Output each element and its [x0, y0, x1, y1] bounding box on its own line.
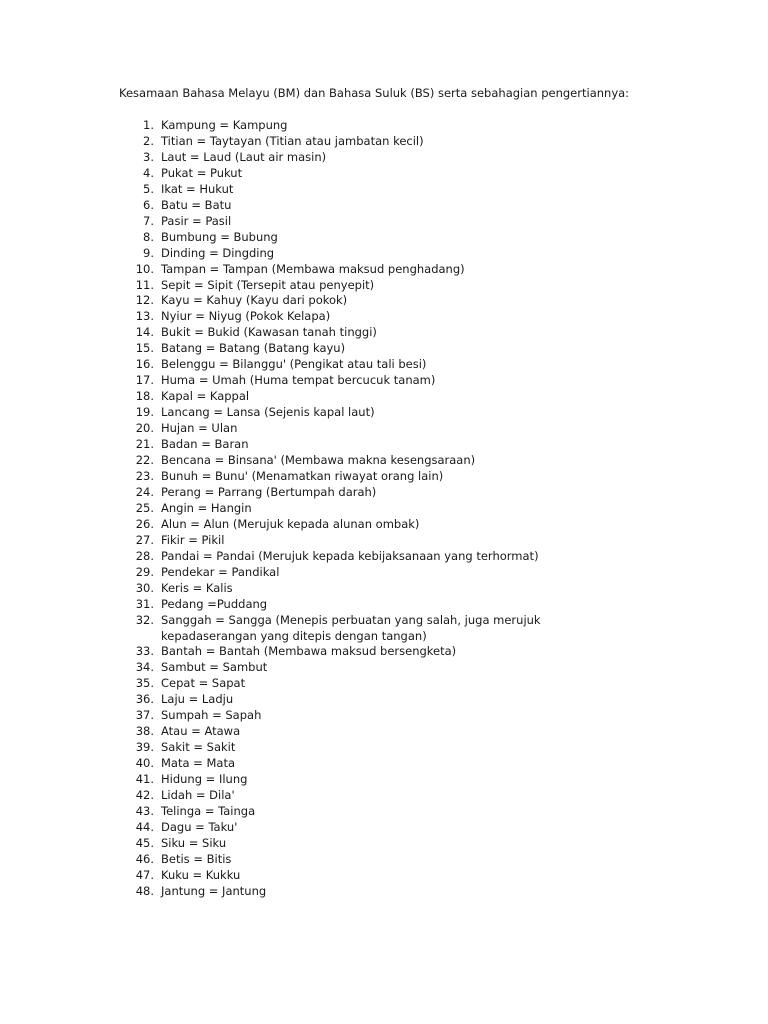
list-item-number: 36.: [135, 692, 154, 707]
list-item-text: Laut = Laud (Laut air masin): [161, 149, 327, 164]
list-item-number: 5.: [143, 181, 154, 196]
list-item-number: 47.: [135, 867, 154, 882]
list-item-text: Belenggu = Bilanggu' (Pengikat atau tali besi): [161, 357, 427, 372]
list-item-number: 8.: [143, 229, 154, 244]
list-item-number: 9.: [143, 245, 154, 260]
list-item-number: 41.: [135, 772, 154, 787]
list-item-number: 45.: [135, 835, 154, 850]
list-item-number: 33.: [135, 644, 154, 659]
list-item: [119, 740, 639, 756]
list-item-text: Bunuh = Bunu' (Menamatkan riwayat orang lain): [161, 468, 444, 483]
list-item-number: 35.: [135, 676, 154, 691]
list-item: [119, 118, 639, 134]
list-item-text: Tampan = Tampan (Membawa maksud penghadang): [161, 261, 465, 276]
list-item: [119, 708, 639, 724]
list-item-text: Siku = Siku: [161, 835, 227, 850]
list-item-text: Pandai = Pandai (Merujuk kepada kebijaksanaan yang terhormat): [161, 548, 539, 563]
document-intro: Kesamaan Bahasa Melayu (BM) dan Bahasa Suluk (BS) serta sebahagian pengertiannya:: [119, 86, 630, 100]
list-item: [119, 692, 639, 708]
list-item-number: 1.: [143, 118, 154, 132]
list-item-number: 29.: [135, 564, 154, 579]
list-item-number: 43.: [135, 803, 154, 818]
list-item-text: Sanggah = Sangga (Menepis perbuatan yang salah, juga merujuk kepadaserangan yang ditepis dengan tangan): [161, 612, 541, 643]
list-item-text: Fikir = Pikil: [161, 532, 225, 547]
list-item: [119, 389, 639, 405]
list-item: [119, 469, 639, 485]
list-item-text: Laju = Ladju: [161, 692, 234, 707]
list-item-number: 21.: [135, 437, 154, 452]
list-item: [119, 565, 639, 581]
list-item-text: Perang = Parrang (Bertumpah darah): [161, 484, 377, 499]
list-item-number: 31.: [135, 596, 154, 611]
list-item-text: Jantung = Jantung: [161, 883, 267, 898]
list-item-text: Hidung = Ilung: [161, 772, 248, 787]
list-item: [119, 613, 639, 645]
list-item-number: 24.: [135, 484, 154, 499]
list-item-number: 11.: [135, 277, 154, 292]
list-item-text: Pendekar = Pandikal: [161, 564, 280, 579]
list-item: [119, 884, 639, 900]
list-item: [119, 581, 639, 597]
list-item-text: Bencana = Binsana' (Membawa makna kesengsaraan): [161, 453, 476, 468]
list-item: [119, 597, 639, 613]
list-item: [119, 804, 639, 820]
list-item-text: Angin = Hangin: [161, 500, 252, 515]
list-item: [119, 262, 639, 278]
list-item-number: 30.: [135, 580, 154, 595]
list-item-number: 14.: [135, 325, 154, 340]
list-item-text: Batu = Batu: [161, 197, 232, 212]
list-item-text: Telinga = Tainga: [161, 803, 256, 818]
list-item-number: 19.: [135, 405, 154, 420]
list-item-number: 42.: [135, 788, 154, 803]
list-item: [119, 533, 639, 549]
list-item-number: 12.: [135, 293, 154, 308]
list-item-text: Dagu = Taku': [161, 819, 238, 834]
list-item: [119, 724, 639, 740]
list-item-text: Batang = Batang (Batang kayu): [161, 341, 346, 356]
list-item-text: Badan = Baran: [161, 437, 249, 452]
word-list: [119, 118, 639, 900]
list-item-text: Pukat = Pukut: [161, 165, 243, 180]
list-item: [119, 852, 639, 868]
list-item-text: Bukit = Bukid (Kawasan tanah tinggi): [161, 325, 377, 340]
list-item-number: 15.: [135, 341, 154, 356]
list-item-number: 13.: [135, 309, 154, 324]
list-item-text: Lidah = Dila': [161, 788, 235, 803]
list-item-number: 18.: [135, 389, 154, 404]
list-item: [119, 549, 639, 565]
list-item-text: Titian = Taytayan (Titian atau jambatan kecil): [161, 133, 424, 148]
list-item-text: Hujan = Ulan: [161, 421, 238, 436]
list-item: [119, 788, 639, 804]
list-item: [119, 820, 639, 836]
list-item-number: 16.: [135, 357, 154, 372]
list-item-number: 7.: [143, 213, 154, 228]
list-item-text: Keris = Kalis: [161, 580, 233, 595]
list-item: [119, 166, 639, 182]
list-item-number: 34.: [135, 660, 154, 675]
list-item: [119, 182, 639, 198]
list-item: [119, 485, 639, 501]
list-item: [119, 501, 639, 517]
list-item-number: 37.: [135, 708, 154, 723]
list-item: [119, 214, 639, 230]
list-item-text: Ikat = Hukut: [161, 181, 234, 196]
list-item-number: 17.: [135, 373, 154, 388]
list-item-text: Bumbung = Bubung: [161, 229, 278, 244]
list-item-text: Bantah = Bantah (Membawa maksud bersengketa): [161, 644, 457, 659]
list-item-number: 40.: [135, 756, 154, 771]
list-item-number: 38.: [135, 724, 154, 739]
list-item-number: 26.: [135, 516, 154, 531]
list-item-text: Lancang = Lansa (Sejenis kapal laut): [161, 405, 375, 420]
list-item-text: Atau = Atawa: [161, 724, 241, 739]
list-item-text: Sakit = Sakit: [161, 740, 236, 755]
list-item-text: Kayu = Kahuy (Kayu dari pokok): [161, 293, 348, 308]
list-item: [119, 437, 639, 453]
list-item-number: 44.: [135, 819, 154, 834]
list-item: [119, 453, 639, 469]
list-item-text: Kapal = Kappal: [161, 389, 250, 404]
list-item: [119, 421, 639, 437]
list-item: [119, 756, 639, 772]
list-item-text: Sambut = Sambut: [161, 660, 268, 675]
list-item-text: Cepat = Sapat: [161, 676, 246, 691]
list-item: [119, 357, 639, 373]
list-item: [119, 230, 639, 246]
list-item: [119, 517, 639, 533]
list-item-number: 6.: [143, 197, 154, 212]
list-item-text: Pasir = Pasil: [161, 213, 232, 228]
list-item-text: Nyiur = Niyug (Pokok Kelapa): [161, 309, 331, 324]
list-item-number: 10.: [135, 261, 154, 276]
list-item: [119, 660, 639, 676]
list-item-number: 2.: [143, 133, 154, 148]
list-item-number: 39.: [135, 740, 154, 755]
list-item-number: 25.: [135, 500, 154, 515]
list-item-number: 4.: [143, 165, 154, 180]
list-item-number: 3.: [143, 149, 154, 164]
list-item: [119, 278, 639, 294]
list-item: [119, 309, 639, 325]
list-item-text: Dinding = Dingding: [161, 245, 275, 260]
list-item: [119, 150, 639, 166]
list-item: [119, 373, 639, 389]
list-item: [119, 293, 639, 309]
list-item: [119, 341, 639, 357]
list-item: [119, 676, 639, 692]
list-item-number: 20.: [135, 421, 154, 436]
list-item: [119, 134, 639, 150]
list-item-text: Kuku = Kukku: [161, 867, 241, 882]
list-item: [119, 644, 639, 660]
list-item-number: 32.: [135, 612, 154, 627]
list-item-text: Huma = Umah (Huma tempat bercucuk tanam): [161, 373, 436, 388]
list-item: [119, 325, 639, 341]
list-item-text: Betis = Bitis: [161, 851, 232, 866]
list-item-text: Sepit = Sipit (Tersepit atau penyepit): [161, 277, 375, 292]
list-item-number: 48.: [135, 883, 154, 898]
list-item: [119, 246, 639, 262]
list-item-text: Kampung = Kampung: [161, 118, 288, 132]
list-item-number: 28.: [135, 548, 154, 563]
list-item-number: 27.: [135, 532, 154, 547]
list-item: [119, 836, 639, 852]
list-item: [119, 405, 639, 421]
list-item: [119, 868, 639, 884]
list-item-text: Pedang =Puddang: [161, 596, 268, 611]
list-item-number: 46.: [135, 851, 154, 866]
list-item-number: 22.: [135, 453, 154, 468]
list-item-number: 23.: [135, 468, 154, 483]
list-item: [119, 198, 639, 214]
list-item: [119, 772, 639, 788]
list-item-text: Mata = Mata: [161, 756, 235, 771]
list-item-text: Alun = Alun (Merujuk kepada alunan ombak): [161, 516, 420, 531]
list-item-text: Sumpah = Sapah: [161, 708, 262, 723]
